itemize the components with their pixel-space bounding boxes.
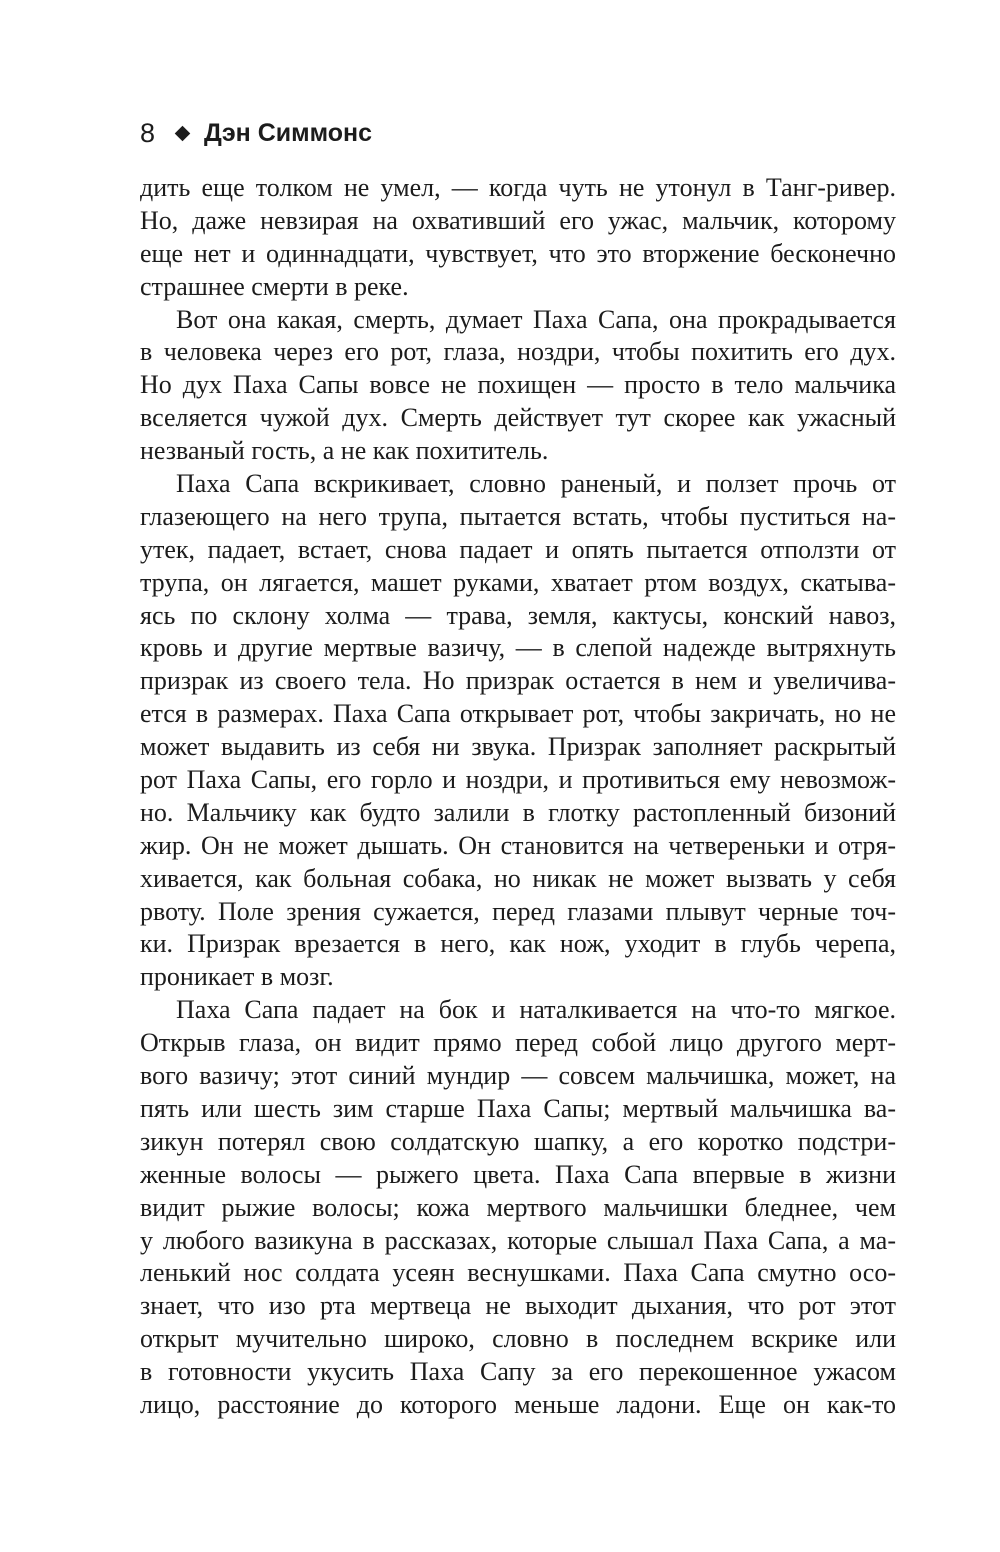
text-line: утек, падает, встает, снова падает и опять пытается отползти от (140, 534, 896, 564)
text-line: Но дух Паха Сапы вовсе не похищен — просто в тело мальчика (140, 370, 896, 400)
text-line: знает, что изо рта мертвеца не выходит дыхания, что рот этот (140, 1291, 896, 1321)
text-line: ясь по склону холма — трава, земля, кактусы, конский навоз, (140, 600, 896, 630)
text-line: вселяется чужой дух. Смерть действует тут скорее как ужасный (140, 403, 896, 433)
text-line: Паха Сапа вскрикивает, словно раненый, и ползет прочь от (176, 469, 896, 499)
book-page (140, 108, 896, 1422)
text-line: трупа, он лягается, машет руками, хватает ртом воздух, скатыва- (140, 567, 896, 597)
text-line: ки. Призрак врезается в него, как нож, уходит в глубь черепа, (140, 929, 896, 959)
text-line: хивается, как больная собака, но никак не может вызвать у себя (140, 863, 896, 893)
text-line: вого вазичу; этот синий мундир — совсем мальчишка, может, на (140, 1061, 896, 1091)
text-line: Паха Сапа падает на бок и наталкивается на что-то мягкое. (176, 995, 896, 1025)
paragraph (140, 172, 896, 304)
text-line: лицо, расстояние до которого меньше ладони. Еще он как-то (140, 1389, 896, 1419)
text-line: ется в размерах. Паха Сапа открывает рот, чтобы закричать, но не (140, 699, 896, 729)
text-line: пять или шесть зим старше Паха Сапы; мертвый мальчишка ва- (140, 1093, 896, 1123)
author-name: Дэн Симмонс (204, 118, 373, 147)
text-line: может выдавить из себя ни звука. Призрак заполняет раскрытый (140, 732, 896, 762)
text-line: женные волосы — рыжего цвета. Паха Сапа впервые в жизни (140, 1159, 896, 1189)
text-line: Вот она какая, смерть, думает Паха Сапа, она прокрадывается (176, 304, 896, 334)
text-line: Открыв глаза, он видит прямо перед собой лицо другого мерт- (140, 1028, 896, 1058)
text-line: видит рыжие волосы; кожа мертвого мальчишки бледнее, чем (140, 1192, 896, 1222)
running-head (140, 108, 896, 158)
text-line: у любого вазикуна в рассказах, которые слышал Паха Сапа, а ма- (140, 1225, 896, 1255)
text-line: в готовности укусить Паха Сапу за его перекошенное ужасом (140, 1357, 896, 1387)
text-line: призрак из своего тела. Но призрак остается в нем и увеличива- (140, 666, 896, 696)
paragraph (140, 468, 896, 994)
text-line: незваный гость, а не как похититель. (140, 436, 549, 466)
text-line: рвоту. Поле зрения сужается, перед глазами плывут черные точ- (140, 896, 896, 926)
text-line: но. Мальчику как будто залили в глотку растопленный бизоний (140, 797, 896, 827)
diamond-icon (175, 125, 191, 141)
page-number: 8 (140, 117, 156, 148)
text-line: страшнее смерти в реке. (140, 271, 409, 301)
text-line: Но, даже невзирая на охвативший его ужас, мальчик, которому (140, 205, 896, 235)
body-text (140, 172, 896, 1422)
text-line: глазеющего на него трупа, пытается встать, чтобы пуститься на- (140, 501, 896, 531)
paragraph (140, 994, 896, 1422)
text-line: еще нет и одиннадцати, чувствует, что это вторжение бесконечно (140, 238, 896, 268)
text-line: рот Паха Сапы, его горло и ноздри, и противиться ему невозмож- (140, 765, 896, 795)
text-line: проникает в мозг. (140, 962, 334, 992)
text-line: жир. Он не может дышать. Он становится на четвереньки и отря- (140, 830, 896, 860)
text-line: открыт мучительно широко, словно в последнем вскрике или (140, 1324, 896, 1354)
text-line: в человека через его рот, глаза, ноздри, чтобы похитить его дух. (140, 337, 896, 367)
paragraph (140, 304, 896, 468)
text-line: дить еще толком не умел, — когда чуть не утонул в Танг-ривер. (140, 173, 896, 202)
text-line: кровь и другие мертвые вазичу, — в слепой надежде вытряхнуть (140, 633, 896, 663)
text-line: зикун потерял свою солдатскую шапку, а его коротко подстри- (140, 1126, 896, 1156)
text-line: ленький нос солдата усеян веснушками. Паха Сапа смутно осо- (140, 1258, 896, 1288)
